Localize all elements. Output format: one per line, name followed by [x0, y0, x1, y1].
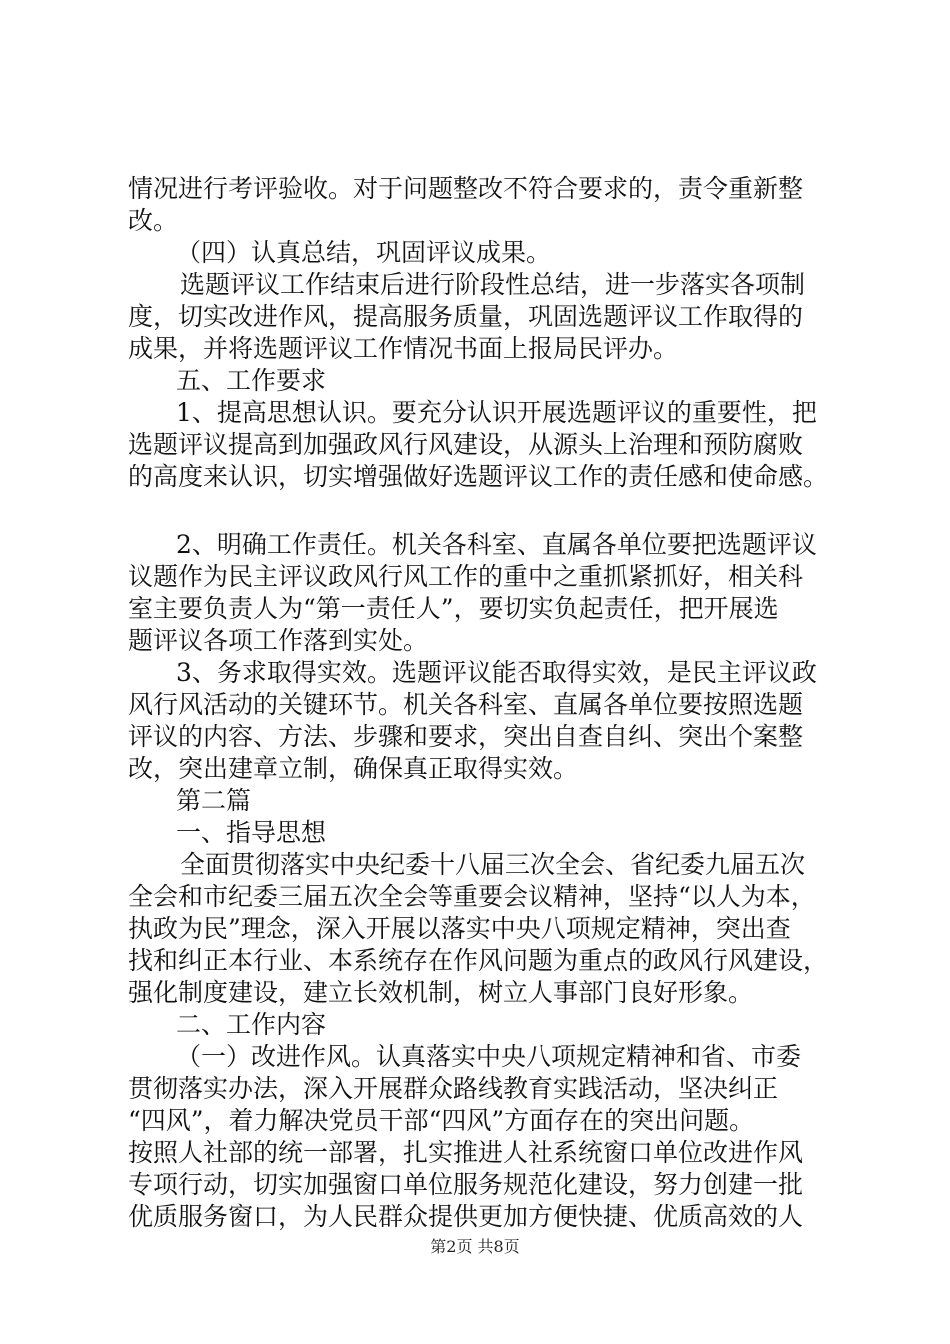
page-footer [0, 1237, 950, 1257]
text-line: 贯彻落实办法，深入开展群众路线教育实践活动，坚决纠正 [128, 1074, 779, 1103]
text-line: 按照人社部的统一部署，扎实推进人社系统窗口单位改进作风 [128, 1138, 804, 1167]
text-line: 3、务求取得实效。选题评议能否取得实效，是民主评议政 [176, 658, 817, 687]
text-line: “四风”，着力解决党员干部“四风”方面存在的突出问题。 [128, 1106, 755, 1135]
text-line: 改，突出建章立制，确保真正取得实效。 [128, 754, 579, 783]
text-line: 评议的内容、方法、步骤和要求，突出自查自纠、突出个案整 [128, 722, 804, 751]
text-line: 成果，并将选题评议工作情况书面上报局民评办。 [128, 334, 679, 363]
text-line: 执政为民”理念，深入开展以落实中央八项规定精神，突出查 [128, 914, 791, 943]
text-line: 强化制度建设，建立长效机制，树立人事部门良好形象。 [128, 978, 754, 1007]
text-line: 室主要负责人为“第一责任人”，要切实负起责任，把开展选 [128, 594, 779, 623]
text-line: 情况进行考评验收。对于问题整改不符合要求的，责令重新整 [128, 174, 804, 203]
text-line: 选题评议提高到加强政风行风建设，从源头上治理和预防腐败 [128, 430, 804, 459]
text-line: 专项行动，切实加强窗口单位服务规范化建设，努力创建一批 [128, 1170, 804, 1199]
text-line: 风行风活动的关键环节。机关各科室、直属各单位要按照选题 [128, 690, 804, 719]
text-line: 的高度来认识，切实增强做好选题评议工作的责任感和使命感。 [128, 462, 829, 491]
text-line: 全会和市纪委三届五次全会等重要会议精神，坚持“以人为本， [128, 882, 816, 911]
document-body [128, 173, 828, 1233]
text-line: 五、工作要求 [176, 366, 327, 395]
text-line: 议题作为民主评议政风行风工作的重中之重抓紧抓好，相关科 [128, 562, 804, 591]
text-line: 优质服务窗口，为人民群众提供更加方便快捷、优质高效的人 [128, 1202, 804, 1231]
text-line: 改。 [128, 206, 179, 235]
text-line: 二、工作内容 [176, 1010, 327, 1039]
text-line [128, 493, 828, 529]
text-line: 选题评议工作结束后进行阶段性总结，进一步落实各项制 [180, 270, 806, 299]
text-line: （四）认真总结，巩固评议成果。 [176, 238, 552, 267]
text-line: 题评议各项工作落到实处。 [128, 626, 429, 655]
text-line: （一）改进作风。认真落实中央八项规定精神和省、市委 [176, 1042, 802, 1071]
text-line: 找和纠正本行业、本系统存在作风问题为重点的政风行风建设， [128, 946, 829, 975]
text-line: 一、指导思想 [176, 818, 327, 847]
page-number-label: 第2页 共8页 [430, 1237, 520, 1256]
text-line: 第二篇 [176, 786, 252, 815]
text-line: 度，切实改进作风，提高服务质量，巩固选题评议工作取得的 [128, 302, 804, 331]
text-line: 2、明确工作责任。机关各科室、直属各单位要把选题评议 [176, 530, 817, 559]
text-line: 1、提高思想认识。要充分认识开展选题评议的重要性，把 [176, 398, 817, 427]
text-line: 全面贯彻落实中央纪委十八届三次全会、省纪委九届五次 [180, 850, 806, 879]
